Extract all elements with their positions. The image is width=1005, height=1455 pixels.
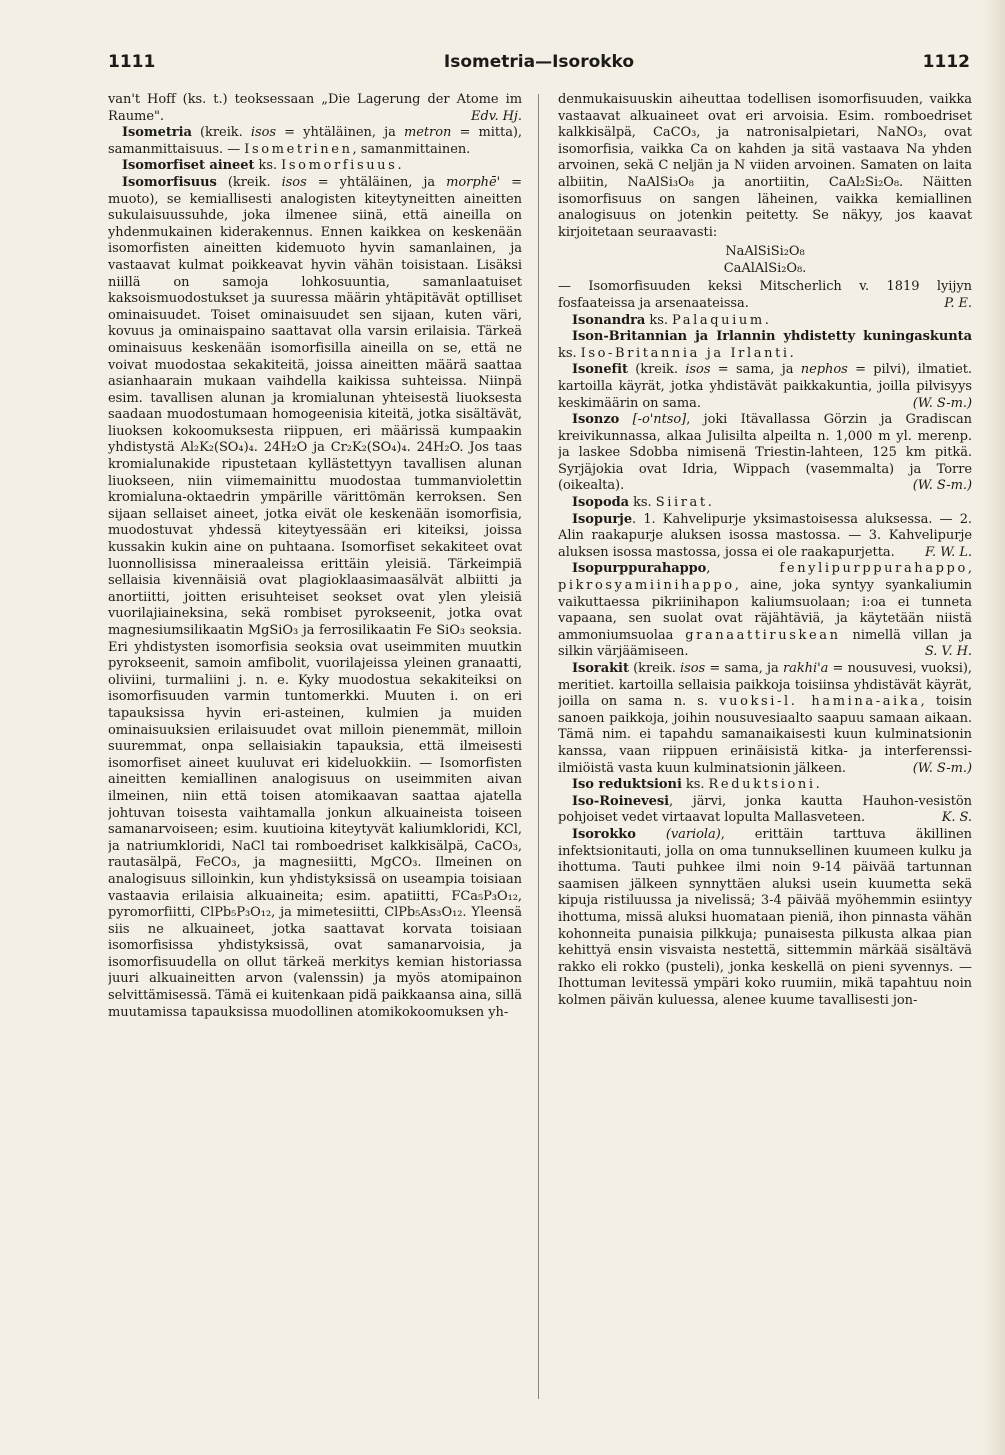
entry-ison-britannian: Ison-Britannian ja Irlannin yhdistetty kuningaskunta ks. Iso-Britannia ja Irlanti. xyxy=(558,329,972,361)
author-signature: S. V. H. xyxy=(924,644,972,660)
headword: Isopoda xyxy=(572,495,629,511)
headword: Isonandra xyxy=(572,312,646,328)
cross-reference: Siirat xyxy=(655,495,708,511)
cross-reference: Reduktsioni xyxy=(708,777,816,793)
headword: Isorakit xyxy=(572,661,629,676)
headword: Iso reduktsioni xyxy=(572,777,682,793)
entry-isonandra: Isonandra ks. Palaquium. xyxy=(572,312,769,328)
author-signature: K. S. xyxy=(941,810,972,826)
author-signature: F. W. L. xyxy=(925,544,972,560)
author-signature: Edv. Hj. xyxy=(471,108,522,124)
entry-isonefit: Isonefit (kreik. isos = sama, ja nephos = pilvi), ilmatiet. kartoilla käyrät, jotka yhdistävät paikkakuntia, joilla pilvisyys keskimäärin on sama. (W. S-m.) xyxy=(558,362,972,411)
entry-continuation: van't Hoff (ks. t.) teoksessaan „Die Lagerung der Atome im Raume". Edv. Hj. xyxy=(108,92,522,124)
left-column xyxy=(108,92,522,1402)
headword: Isometria xyxy=(122,125,192,141)
formula-line: NaAlSiSi₂O₈ xyxy=(725,244,805,260)
entry-isonzo: Isonzo [-o'ntso], joki Itävallassa Görzin ja Gradiscan kreivikunnassa, alkaa Julisilta alpeilta n. 1,000 m yl. merenp. ja laskee Sdobba nimisenä Triestin-lahteen, 125 km pitkä. Syrjäjokia ovat Idria, Wippach (vasemmalta) ja Torre (oikealta). (W. S-m.) xyxy=(558,412,972,494)
running-title: Isometria—Isorokko xyxy=(443,52,635,72)
headword: Iso-Roinevesi xyxy=(572,793,670,809)
headword: Isomorfiset aineet xyxy=(122,158,255,174)
formula-line: CaAlAlSi₂O₈. xyxy=(723,261,807,277)
entry-continuation: denmukaisuuskin aiheuttaa todellisen isomorfisuuden, vaikka vastaavat alkuaineet ovat eri arvoisia. Esim. romboedriset kalkkisälpä, CaCO₃, ja natronisalpietari, NaNO₃, ovat isomorfisia, vaikka Ca on kahden ja sitä vastaava Na yhden arvoinen, sekä C neljän ja N viiden arvoinen. Samaten on laita albiitin, NaAlSi₃O₈ ja anortiitin, CaAl₂Si₂O₈. Näitten isomorfisuus on sangen läheinen, vaikka kemiallinen analogisuus on jotenkin peitetty. Se näkyy, jos kaavat kirjoitetaan seuraavasti: xyxy=(558,92,972,240)
formula-block xyxy=(558,243,972,277)
entry-isorokko: Isorokko (variola), erittäin tarttuva äkillinen infektsionitauti, jolla on oma tunnuksellinen kuumeen kulku ja ihottuma. Tauti puhkee ilmi noin 9-14 päivää tartunnan saamisen jälkeen synnyttäen aluksi usein kuumetta sekä kipuja ristiluussa ja nivelissä; 3-4 päivää myöhemmin esiintyy ihottuma, missä aluksi huomataan pieniä, ihon pinnasta vähän kohonneita punaisia pilkkuja; punaisesta pilkusta alkaa pian kehittyä ensin visvaista nestettä, sittemmin märkää sisältävä rakko eli rokko (pusteli), jonka keskellä on pieni syvennys. — Ihottuman levitessä ympäri koko ruumiin, mikä tapahtuu noin kolmen päivän kuluessa, alenee kuume tavallisesti jon- xyxy=(558,826,972,1008)
author-signature: (W. S-m.) xyxy=(912,760,972,776)
entry-isopoda: Isopoda ks. Siirat. xyxy=(572,495,712,511)
headword: Isomorfisuus xyxy=(122,174,217,190)
right-page-number: 1112 xyxy=(922,52,970,72)
left-page-number: 1111 xyxy=(108,52,156,72)
page-header xyxy=(108,52,970,78)
entry-continuation: — Isomorfisuuden keksi Mitscherlich v. 1819 lyijyn fosfaateissa ja arsenaateissa. P. E. xyxy=(558,279,972,311)
entry-iso-roinevesi: Iso-Roinevesi, järvi, jonka kautta Hauhon-vesistön pohjoiset vedet virtaavat lopulta Mallasveteen. K. S. xyxy=(558,793,972,826)
author-signature: (W. S-m.) xyxy=(912,395,972,411)
entry-iso-reduktsioni: Iso reduktsioni ks. Reduktsioni. xyxy=(572,777,820,793)
headword: Isonefit xyxy=(572,362,628,378)
headword: Isorokko xyxy=(572,826,636,842)
headword: Isonzo xyxy=(572,412,620,428)
entry-isorakit: Isorakit (kreik. isos = sama, ja rakhi'a = nousuvesi, vuoksi), meritiet. kartoilla sellaisia paikkoja toisiinsa yhdistävät käyrät, joilla on sama n. s. vuoksi-l. hamina-aika, toisin sanoen paikkoja, joihin nousuvesiaalto saapuu samaan aikaan. Tämä nim. ei tapahdu samanaikaisesti kuun kulminatsionin kanssa, vaan riippuen erinäisistä kitka- ja interferenssi-ilmiöistä vasta kuun kulminatsionin jälkeen. (W. S-m.) xyxy=(558,661,972,776)
author-signature: (W. S-m.) xyxy=(912,478,972,494)
entry-isometria: Isometria (kreik. isos = yhtäläinen, ja metron = mitta), samanmittaisuus. — Isometrinen, samanmittainen. xyxy=(108,125,522,157)
headword: Isopurje xyxy=(572,511,633,527)
column-divider xyxy=(538,94,539,1399)
entry-isomorfiset-aineet: Isomorfiset aineet ks. Isomorfisuus. xyxy=(122,158,402,174)
entry-isopurppurahappo: Isopurppurahappo, fenylipurppurahappo, pikrosyamiinihappo, aine, joka syntyy syankaliumin vaikuttaessa pikriinihapon kaliumsuolaan; i:oa ei tunneta vapaana, sen suolat ovat räjähtäviä, ja käytetään niistä ammoniumsuolaa granaattiruskean nimellä villan ja silkin värjäämiseen. S. V. H. xyxy=(558,561,972,660)
cross-reference: Palaquium xyxy=(672,312,765,328)
cross-reference: Isomorfisuus xyxy=(281,158,398,174)
entry-isopurje: Isopurje. 1. Kahvelipurje yksimastoisessa aluksessa. — 2. Alin raakapurje aluksen isossa mastossa. — 3. Kahvelipurje aluksen isossa mastossa, jossa ei ole raakapurjetta. F. W. L. xyxy=(558,511,972,560)
page-edge-shadow xyxy=(983,0,1005,1455)
cross-reference: Iso-Britannia ja Irlanti xyxy=(580,345,790,361)
headword: Ison-Britannian ja Irlannin yhdistetty kuningaskunta xyxy=(572,329,972,345)
headword: Isopurppurahappo xyxy=(572,561,707,577)
author-signature: P. E. xyxy=(944,295,972,311)
right-column xyxy=(558,92,972,1402)
entry-isomorfisuus: Isomorfisuus (kreik. isos = yhtäläinen, ja morphē' = muoto), se kemiallisesti analogisten kiteytyneitten aineitten sukulaisuussuhde, joka ilmenee siinä, että aineilla on yhdenmukainen kiderakennus. Ennen kaikkea on keskenään isomorfisten aineitten kidemuoto hyvin samanlainen, ja vastaavat kulmat poikkeavat hyvin vähän toisistaan. Lisäksi niillä on samoja lohkosuuntia, samanlaatuiset kaksoismuodostukset ja suuressa määrin yhtäpitävät optilliset ominaisuudet. Toiset ominaisuudet sen sijaan, kuten väri, kovuus ja ominaispaino saattavat olla varsin erilaisia. Tärkeä ominaisuus keskenään isomorfisilla aineilla on se, että ne voivat muodostaa sekakiteitä, joissa aineitten määrä saattaa asianhaarain mukaan vaihdella kaikissa suhteissa. Niinpä esim. tavallisen alunan ja kromialunan yhteisestä liuoksesta saadaan muodostumaan homogeenisia kiteitä, jotka sisältävät, liuoksen kokoomuksesta riippuen, eri määrissä kumpaakin yhdistystä Al₂K₂(SO₄)₄. 24H₂O ja Cr₂K₂(SO₄)₄. 24H₂O. Jos taas kromialunakide ripustetaan kyllästettyyn tavallisen alunan liuokseen, niin viimemainittu muodostaa tummanviolettin kromialuna-oktaedrin ympärille värittömän kerroksen. Sen sijaan sellaiset aineet, jotka eivät ole keskenään isomorfisia, muodostuvat yhdessä kiteytyessään eri kiteiksi, joissa kussakin kukin aine on puhtaana. Isomorfiset sekakiteet ovat luonnollisissa mineraaleissa erittäin yleisiä. Tärkeimpiä sellaisia kivennäisiä ovat plagioklaasimaasälvät albiitti ja anortiitti, joitten erisuhteiset seokset ovat ylen yleisiä vuorilajiaineksina, sekä rombiset pyrokseenit, jotka ovat magnesiumsilikaatin MgSiO₃ ja ferrosilikaatin Fe SiO₃ seoksia. Eri yhdistysten isomorfisia seoksia ovat useimmiten muutkin pyrokseenit, samoin amfibolit, vuorilajeissa yleinen granaatti, oliviini, turmaliini j. n. e. Kyky muodostua sekakiteiksi on isomorfisuuden varmin tuntomerkki. Muuten i. on eri tapauksissa hyvin eri-asteinen, kulmien ja muiden ominaisuuksien erilaisuudet ovat milloin pienemmät, milloin suuremmat, onpa sellaisiakin tapauksia, että ilmeisesti isomorfiset aineet kuuluvat eri kideluokkiin. — Isomorfisten aineitten kemiallinen analogisuus on useimmiten aivan ilmeinen, niin että toisen atomikaavan saattaa ajatella johtuvan toisesta vaihtamalla jonkun alkuaineista toiseen samanarvoiseen; esim. kuutioina kiteytyvät kaliumkloridi, KCl, ja natriumkloridi, NaCl tai romboedriset kalkkisälpä, CaCO₃, rautasälpä, FeCO₃, ja magnesiitti, MgCO₃. Ilmeinen on analogisuus silloinkin, kun yhdistyksissä on useampia toisiaan vastaavia erilaisia alkuaineita; esim. apatiitti, FCa₅P₃O₁₂, pyromorfiitti, ClPb₅P₃O₁₂, ja mimetesiitti, ClPb₅As₃O₁₂. Yleensä siis ne alkuaineet, jotka saattavat korvata toisiaan isomorfisissa yhdistyksissä, ovat samanarvoisia, ja isomorfisuudella on ollut tärkeä merkitys kemian historiassa juuri alkuaineitten arvon (valenssin) ja myös atomipainon selvittämisessä. Tämä ei kuitenkaan pidä paikkaansa aina, sillä muutamissa tapauksissa muodollinen atomikokoomuksen yh- xyxy=(108,174,522,1020)
